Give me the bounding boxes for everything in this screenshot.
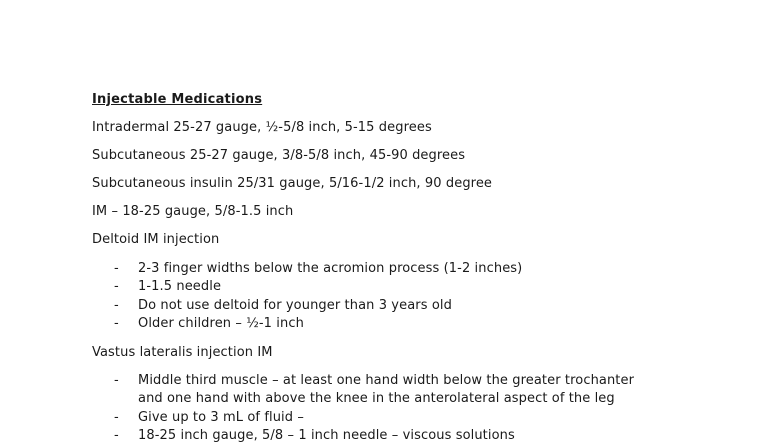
subcutaneous-line: Subcutaneous 25-27 gauge, 3/8-5/8 inch, 45-90 degrees xyxy=(92,148,466,163)
list-item-text: 18-25 inch gauge, 5/8 – 1 inch needle – viscous solutions xyxy=(138,427,515,443)
list-item-text: Older children – ½-1 inch xyxy=(138,315,304,331)
subcutaneous-insulin-line: Subcutaneous insulin 25/31 gauge, 5/16-1/2 inch, 90 degree xyxy=(92,176,493,191)
list-item-text: Give up to 3 mL of fluid – xyxy=(138,409,304,425)
bullet-marker: - xyxy=(114,427,119,443)
document-heading: Injectable Medications xyxy=(92,92,263,107)
vastus-heading: Vastus lateralis injection IM xyxy=(92,345,273,360)
list-item-text: Middle third muscle – at least one hand width below the greater trochanter xyxy=(138,373,635,388)
list-item-text: 2-3 finger widths below the acromion process (1-2 inches) xyxy=(138,261,523,276)
list-item-text: and one hand with above the knee in the anterolateral aspect of the leg xyxy=(138,391,615,407)
intradermal-line: Intradermal 25-27 gauge, ½-5/8 inch, 5-15 degrees xyxy=(92,120,432,135)
bullet-marker: - xyxy=(114,409,119,425)
bullet-marker: - xyxy=(114,373,119,388)
bullet-marker: - xyxy=(114,261,119,276)
im-line: IM – 18-25 gauge, 5/8-1.5 inch xyxy=(92,204,294,219)
bullet-marker: - xyxy=(114,315,119,331)
deltoid-heading: Deltoid IM injection xyxy=(92,232,220,247)
bullet-marker: - xyxy=(114,297,119,313)
list-item-text: Do not use deltoid for younger than 3 years old xyxy=(138,297,452,313)
list-item-text: 1-1.5 needle xyxy=(138,279,222,295)
bullet-marker: - xyxy=(114,279,119,295)
